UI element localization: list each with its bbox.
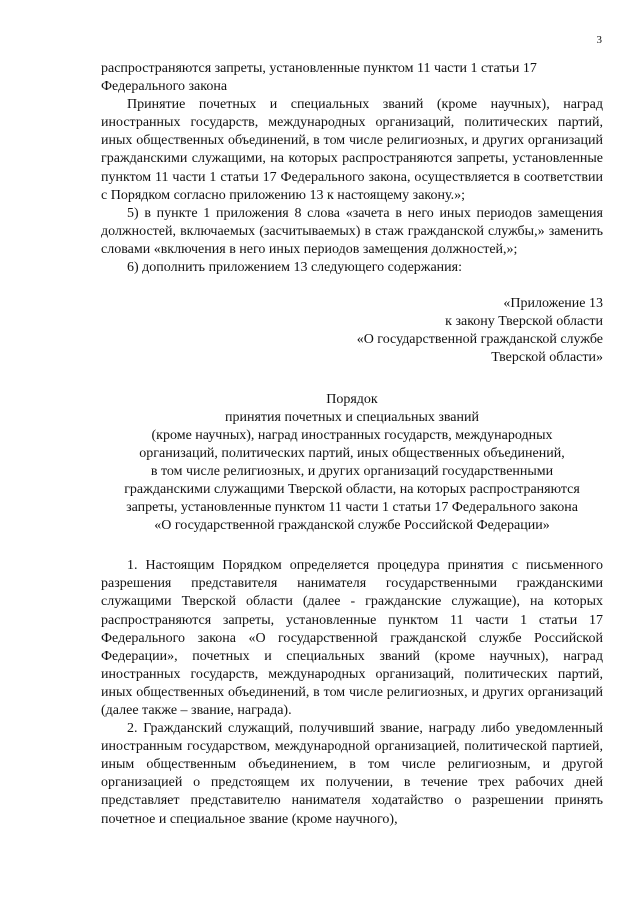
title-line-5: в том числе религиозных, и других организаций государственными	[150, 463, 554, 479]
title-line-7: запреты, установленные пунктом 11 части 1 статьи 17 Федерального закона	[126, 500, 578, 516]
title-line-1: Порядок	[326, 391, 378, 407]
appendix-line-2: к закону Тверской области	[445, 314, 603, 330]
intro-paragraph-3: 6) дополнить приложением 13 следующего содержания:	[127, 260, 462, 276]
title-line-8: «О государственной гражданской службе Российской Федерации»	[154, 518, 550, 534]
intro-paragraph-0: распространяются запреты, установленные пунктом 11 части 1 статьи 17 Федерального закона	[101, 61, 537, 95]
title-line-4: организаций, политических партий, иных общественных объединений,	[139, 445, 565, 461]
appendix-header	[101, 295, 603, 367]
title-line-6: гражданскими служащими Тверской области, на которых распространяются	[124, 481, 580, 497]
title-line-3: (кроме научных), наград иностранных государств, международных	[151, 427, 553, 443]
appendix-line-3: «О государственной гражданской службе	[356, 332, 603, 348]
appendix-line-4: Тверской области»	[491, 350, 603, 366]
intro-paragraph-2: 5) в пункте 1 приложения 8 слова «зачета в него иных периодов замещения должностей, включаемых (засчитываемых) в стаж гражданской службы,» заменить словами «включения в него иных периодов замещения должностей,»;	[101, 205, 603, 257]
intro-paragraph-1: Принятие почетных и специальных званий (кроме научных), наград иностранных государств, международных организаций, политических партий, иных общественных объединений, в том числе религиозных, и других организаций гражданскими служащими, на которых распространяются запреты, установленные пунктом 11 части 1 статьи 17 Федерального закона, осуществляется в соответствии с Порядком согласно приложению 13 к настоящему закону.»;	[101, 97, 603, 203]
item-2-paragraph: 2. Гражданский служащий, получивший звание, награду либо уведомленный иностранным государством, международной организацией, политической партией, иным общественным объединением, в том числе религиозным, и другой организацией о предстоящем их получении, в течение трех рабочих дней представляет представителю нанимателя ходатайство о разрешении принять почетное и специальное звание (кроме научного),	[101, 721, 603, 827]
item-1-paragraph: 1. Настоящим Порядком определяется процедура принятия с письменного разрешения представителя нанимателя государственными гражданскими служащими Тверской области (далее - гражданские служащие), на которых распространяются запреты, установленные пунктом 11 части 1 статьи 17 Федерального закона «О государственной гражданской службе Российской Федерации», почетных и специальных званий (кроме научных), наград иностранных государств, международных организаций, политических партий, иных общественных объединений, в том числе религиозных, и других организаций (далее также – звание, награда).	[101, 558, 603, 718]
appendix-line-1: «Приложение 13	[503, 296, 603, 312]
document-title	[101, 391, 603, 536]
document-body	[101, 60, 603, 829]
page-number: 3	[596, 34, 602, 46]
title-line-2: принятия почетных и специальных званий	[224, 409, 480, 425]
